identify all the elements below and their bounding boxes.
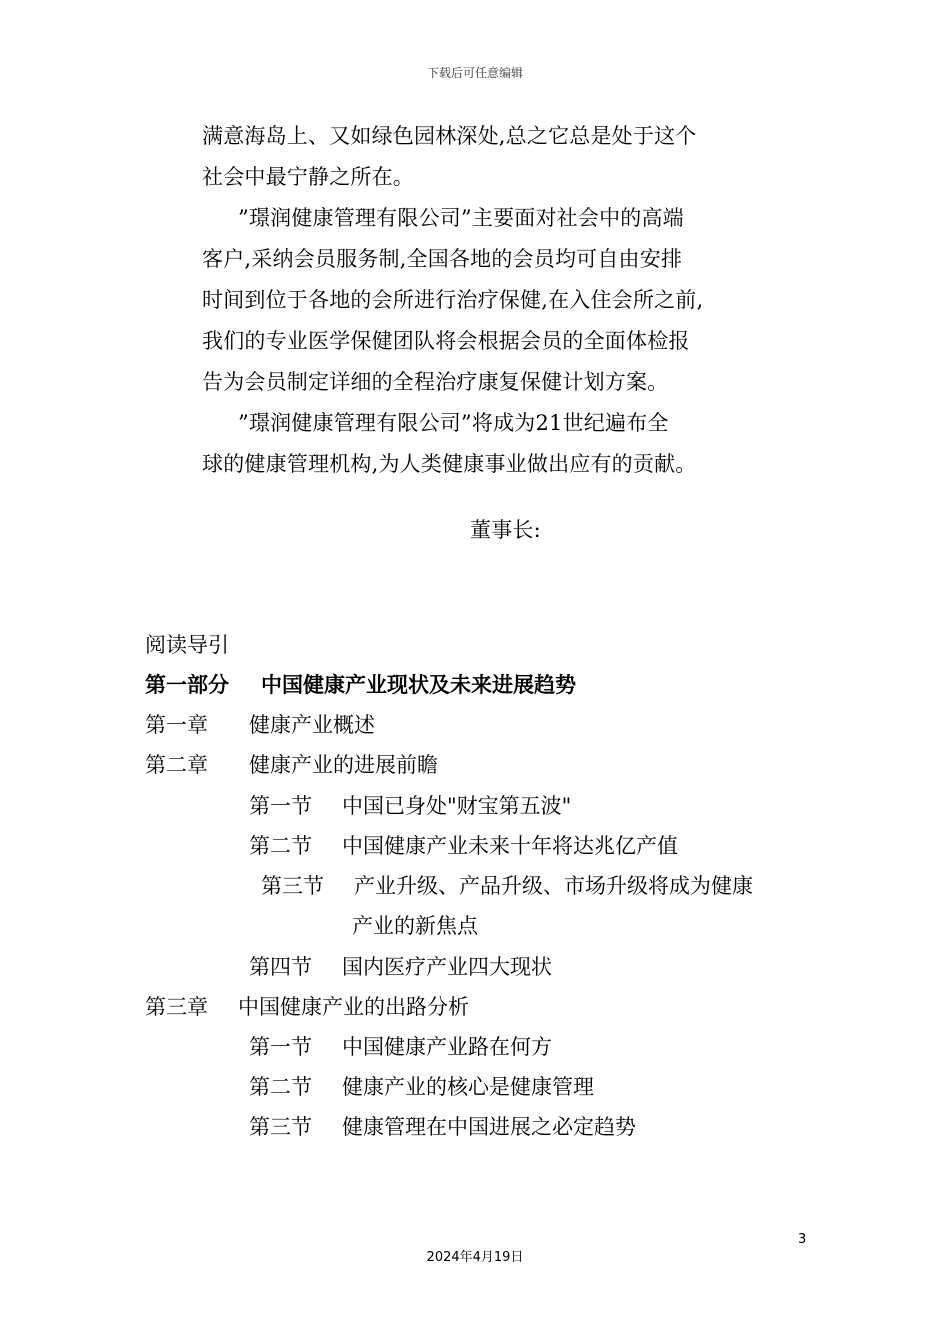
toc-ch2-s3-label: 第三节 xyxy=(261,874,324,898)
page-number: 3 xyxy=(798,1232,807,1247)
toc-ch3-s3-title: 健康管理在中国进展之必定趋势 xyxy=(342,1115,636,1139)
footer-date: 2024年4月19日 xyxy=(426,1250,524,1265)
toc-ch3-title: 中国健康产业的出路分析 xyxy=(238,995,469,1019)
toc-ch2-s2-label: 第二节 xyxy=(249,834,312,858)
body-line-2: 社会中最宁静之所在。 xyxy=(202,165,414,189)
body-line-4: 客户,采纳会员服务制,全国各地的会员均可自由安排 xyxy=(202,247,683,271)
toc-ch2-s1-label: 第一节 xyxy=(249,794,312,818)
toc-ch3-label: 第三章 xyxy=(145,995,208,1019)
body-line-8: ”璟润健康管理有限公司”将成为21世纪遍布全 xyxy=(238,411,669,435)
toc-ch2-label: 第二章 xyxy=(145,753,208,777)
toc-ch3-s2-title: 健康产业的核心是健康管理 xyxy=(342,1075,594,1099)
body-line-9: 球的健康管理机构,为人类健康事业做出应有的贡献。 xyxy=(202,452,697,476)
toc-part1-title: 中国健康产业现状及未来进展趋势 xyxy=(261,672,576,697)
toc-ch2-s1-title: 中国已身处"财宝第五波" xyxy=(342,794,572,818)
toc-ch1-title: 健康产业概述 xyxy=(249,713,375,737)
signature-label: 董事长: xyxy=(470,518,541,542)
body-line-3: ”璟润健康管理有限公司”主要面对社会中的高端 xyxy=(238,206,684,230)
page-header: 下载后可任意编辑 xyxy=(426,66,523,80)
toc-ch3-s3-label: 第三节 xyxy=(249,1115,312,1139)
toc-ch3-s1-label: 第一节 xyxy=(249,1035,312,1059)
toc-ch2-s3-title: 产业升级、产品升级、市场升级将成为健康 xyxy=(354,874,753,898)
toc-ch2-s4-label: 第四节 xyxy=(249,955,312,979)
toc-heading: 阅读导引 xyxy=(145,633,229,657)
toc-ch2-s3-title-cont: 产业的新焦点 xyxy=(352,914,478,938)
toc-part1-label: 第一部分 xyxy=(145,672,229,697)
body-line-1: 满意海岛上、又如绿色园林深处,总之它总是处于这个 xyxy=(202,124,697,148)
toc-ch2-s4-title: 国内医疗产业四大现状 xyxy=(342,955,552,979)
toc-ch2-title: 健康产业的进展前瞻 xyxy=(249,753,438,777)
body-line-5: 时间到位于各地的会所进行治疗保健,在入住会所之前, xyxy=(202,288,704,312)
toc-ch3-s2-label: 第二节 xyxy=(249,1075,312,1099)
body-line-6: 我们的专业医学保健团队将会根据会员的全面体检报 xyxy=(202,329,690,353)
body-line-7: 告为会员制定详细的全程治疗康复保健计划方案。 xyxy=(202,370,669,394)
toc-ch1-label: 第一章 xyxy=(145,713,208,737)
toc-ch2-s2-title: 中国健康产业未来十年将达兆亿产值 xyxy=(342,834,678,858)
toc-ch3-s1-title: 中国健康产业路在何方 xyxy=(342,1035,552,1059)
